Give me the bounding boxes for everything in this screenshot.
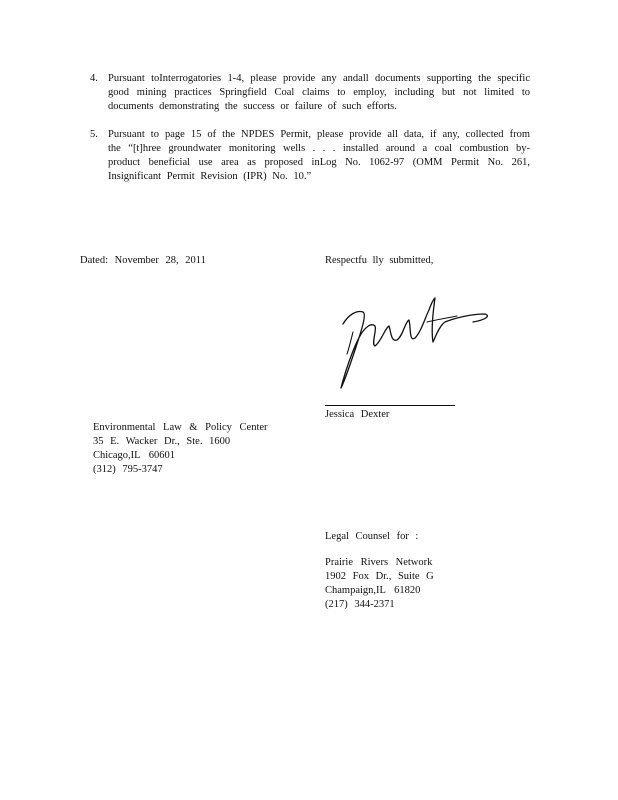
counsel-street: 1902 Fox Dr., Suite G — [325, 571, 434, 582]
counsel-phone: (217) 344-2371 — [325, 599, 395, 610]
request-item-5 — [90, 128, 530, 184]
counsel-address — [325, 556, 434, 612]
counsel-org-name: Prairie Rivers Network — [325, 557, 433, 568]
organization-address — [93, 421, 268, 477]
item-text: Pursuant to page 15 of the NPDES Permit, please provide all data, if any, collected from the “[t]hree groundwater monitoring wells . . . installed around a coal combustion by-product beneficial use area as proposed inLog No. 1062-97 (OMM Permit No. 261, Insignificant Permit Revision (IPR) No. 10.” — [108, 129, 530, 182]
request-item-4 — [90, 72, 530, 114]
item-number: 5. — [90, 129, 98, 140]
counsel-heading: Legal Counsel for : — [325, 531, 419, 542]
signer-name: Jessica Dexter — [325, 409, 390, 420]
org-name: Environmental Law & Policy Center — [93, 422, 268, 433]
signature-line — [325, 405, 455, 406]
item-text: Pursuant toInterrogatories 1-4, please provide any andall documents supporting the specific good mining practices Springfield Coal claims to employ, including but not limited to documents demonstrating the success or failure of such efforts. — [108, 73, 530, 112]
closing-line: Respectfu lly submitted, — [325, 255, 434, 266]
date-line: Dated: November 28, 2011 — [80, 255, 206, 266]
item-number: 4. — [90, 73, 98, 84]
handwritten-signature — [335, 292, 495, 392]
org-phone: (312) 795-3747 — [93, 464, 163, 475]
counsel-city: Champaign,IL 61820 — [325, 585, 421, 596]
org-city: Chicago,IL 60601 — [93, 450, 176, 461]
org-street: 35 E. Wacker Dr., Ste. 1600 — [93, 436, 231, 447]
